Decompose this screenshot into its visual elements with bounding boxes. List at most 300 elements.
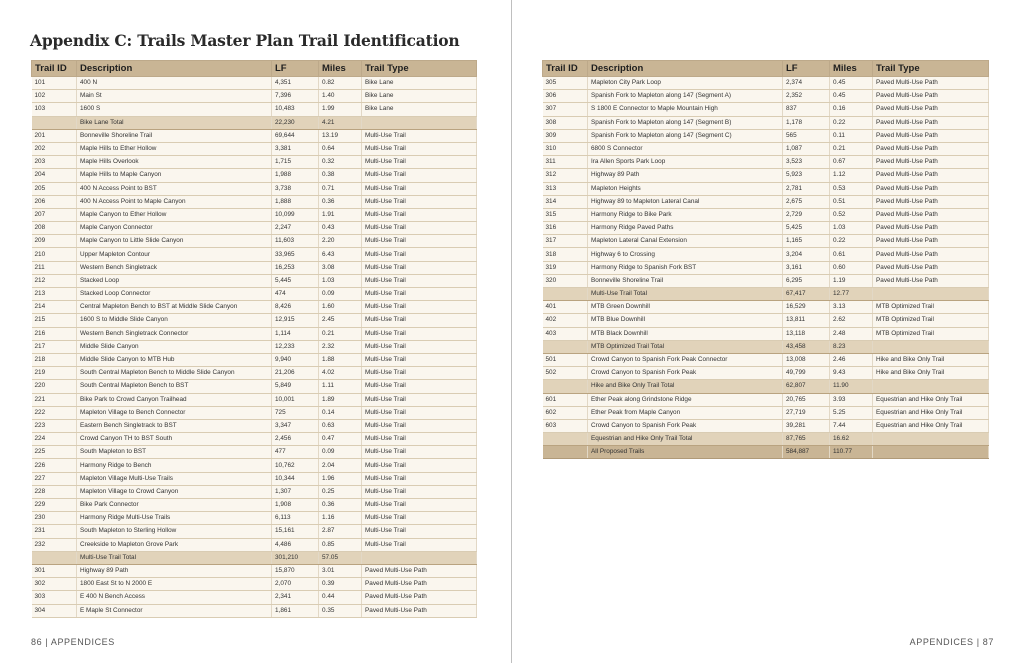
trail-type-cell: Multi-Use Trail <box>362 406 477 419</box>
trail-id-cell: 231 <box>32 525 77 538</box>
trail-type-cell: Multi-Use Trail <box>362 340 477 353</box>
table-row <box>32 340 477 353</box>
lf-cell: 43,458 <box>783 340 830 353</box>
header-lf: LF <box>783 61 830 77</box>
trail-type-cell <box>873 433 989 446</box>
trail-type-cell: MTB Optimized Trail <box>873 301 989 314</box>
miles-cell: 0.47 <box>319 433 362 446</box>
miles-cell: 1.96 <box>319 472 362 485</box>
table-row <box>32 591 477 604</box>
lf-cell: 8,426 <box>272 301 319 314</box>
trail-id-cell: 306 <box>543 90 588 103</box>
miles-cell: 1.12 <box>830 169 873 182</box>
trail-id-cell: 218 <box>32 353 77 366</box>
trail-type-cell: Multi-Use Trail <box>362 485 477 498</box>
lf-cell: 1,861 <box>272 604 319 617</box>
trail-id-cell: 221 <box>32 393 77 406</box>
trail-type-cell: Multi-Use Trail <box>362 142 477 155</box>
miles-cell: 6.43 <box>319 248 362 261</box>
description-cell: Eastern Bench Singletrack to BST <box>77 419 272 432</box>
trail-id-cell <box>543 446 588 459</box>
miles-cell: 1.60 <box>319 301 362 314</box>
trail-id-cell: 201 <box>32 129 77 142</box>
description-cell: Crowd Canyon to Spanish Fork Peak <box>588 367 783 380</box>
trail-id-cell: 311 <box>543 156 588 169</box>
description-cell: Equestrian and Hike Only Trail Total <box>588 433 783 446</box>
trail-type-cell: Paved Multi-Use Path <box>362 591 477 604</box>
table-row <box>543 103 989 116</box>
miles-cell: 1.03 <box>830 222 873 235</box>
description-cell: Bike Park to Crowd Canyon Trailhead <box>77 393 272 406</box>
trail-type-cell: Multi-Use Trail <box>362 169 477 182</box>
lf-cell: 16,529 <box>783 301 830 314</box>
trail-type-cell: Paved Multi-Use Path <box>873 261 989 274</box>
trail-id-cell: 227 <box>32 472 77 485</box>
table-row <box>32 472 477 485</box>
lf-cell: 584,887 <box>783 446 830 459</box>
description-cell: Hike and Bike Only Trail Total <box>588 380 783 393</box>
description-cell: Harmony Ridge to Spanish Fork BST <box>588 261 783 274</box>
table-header-row <box>32 61 477 77</box>
lf-cell: 13,008 <box>783 353 830 366</box>
table-row <box>32 261 477 274</box>
trail-type-cell: Multi-Use Trail <box>362 459 477 472</box>
lf-cell: 4,351 <box>272 77 319 90</box>
miles-cell: 0.25 <box>319 485 362 498</box>
lf-cell: 6,113 <box>272 512 319 525</box>
description-cell: Ether Peak along Grindstone Ridge <box>588 393 783 406</box>
description-cell: Spanish Fork to Mapleton along 147 (Segment B) <box>588 116 783 129</box>
trail-type-cell: Paved Multi-Use Path <box>873 142 989 155</box>
trail-id-cell: 208 <box>32 222 77 235</box>
miles-cell: 9.43 <box>830 367 873 380</box>
trail-id-cell: 223 <box>32 419 77 432</box>
table-row <box>32 77 477 90</box>
lf-cell: 12,915 <box>272 314 319 327</box>
trail-id-cell: 316 <box>543 222 588 235</box>
trail-id-cell: 402 <box>543 314 588 327</box>
lf-cell: 62,807 <box>783 380 830 393</box>
miles-cell: 7.44 <box>830 419 873 432</box>
table-row <box>32 235 477 248</box>
lf-cell: 1,087 <box>783 142 830 155</box>
trail-id-cell: 501 <box>543 353 588 366</box>
trail-type-cell: MTB Optimized Trail <box>873 314 989 327</box>
miles-cell: 0.09 <box>319 288 362 301</box>
miles-cell: 0.63 <box>319 419 362 432</box>
description-cell: Mapleton Village to Bench Connector <box>77 406 272 419</box>
lf-cell: 15,161 <box>272 525 319 538</box>
description-cell: 400 N <box>77 77 272 90</box>
description-cell: Harmony Ridge Paved Paths <box>588 222 783 235</box>
miles-cell: 12.77 <box>830 288 873 301</box>
lf-cell: 1,988 <box>272 169 319 182</box>
miles-cell: 1.99 <box>319 103 362 116</box>
description-cell: Middle Slide Canyon to MTB Hub <box>77 353 272 366</box>
table-row <box>32 512 477 525</box>
description-cell: Maple Hills Overlook <box>77 156 272 169</box>
trail-type-cell: Paved Multi-Use Path <box>873 156 989 169</box>
table-row <box>543 116 989 129</box>
description-cell: Maple Hills to Maple Canyon <box>77 169 272 182</box>
trail-id-cell: 102 <box>32 90 77 103</box>
trail-id-cell: 309 <box>543 129 588 142</box>
trail-type-cell <box>362 116 477 129</box>
table-row <box>543 248 989 261</box>
trail-type-cell: Multi-Use Trail <box>362 367 477 380</box>
description-cell: MTB Green Downhill <box>588 301 783 314</box>
miles-cell: 3.93 <box>830 393 873 406</box>
lf-cell: 11,603 <box>272 235 319 248</box>
trail-id-cell: 225 <box>32 446 77 459</box>
trail-type-cell: Paved Multi-Use Path <box>873 103 989 116</box>
description-cell: Highway 89 Path <box>588 169 783 182</box>
lf-cell: 3,381 <box>272 142 319 155</box>
miles-cell: 1.89 <box>319 393 362 406</box>
miles-cell: 0.09 <box>319 446 362 459</box>
miles-cell: 1.19 <box>830 274 873 287</box>
lf-cell: 477 <box>272 446 319 459</box>
miles-cell: 110.77 <box>830 446 873 459</box>
lf-cell: 1,307 <box>272 485 319 498</box>
miles-cell: 0.32 <box>319 156 362 169</box>
miles-cell: 3.13 <box>830 301 873 314</box>
table-row <box>543 314 989 327</box>
description-cell: Spanish Fork to Mapleton along 147 (Segment C) <box>588 129 783 142</box>
header-trail-type: Trail Type <box>873 61 989 77</box>
trail-id-cell: 305 <box>543 77 588 90</box>
trail-id-cell: 317 <box>543 235 588 248</box>
table-row <box>543 406 989 419</box>
miles-cell: 0.67 <box>830 156 873 169</box>
trail-type-cell: Multi-Use Trail <box>362 129 477 142</box>
lf-cell: 565 <box>783 129 830 142</box>
miles-cell: 0.71 <box>319 182 362 195</box>
miles-cell: 0.51 <box>830 195 873 208</box>
trail-type-cell <box>873 380 989 393</box>
table-row <box>32 433 477 446</box>
description-cell: Bonneville Shoreline Trail <box>588 274 783 287</box>
trail-type-cell: Multi-Use Trail <box>362 314 477 327</box>
description-cell: MTB Optimized Trail Total <box>588 340 783 353</box>
trail-id-cell: 602 <box>543 406 588 419</box>
trail-type-cell: Bike Lane <box>362 90 477 103</box>
description-cell: Maple Canyon Connector <box>77 222 272 235</box>
trail-id-cell: 226 <box>32 459 77 472</box>
trail-id-cell: 318 <box>543 248 588 261</box>
trail-type-cell <box>873 288 989 301</box>
trail-type-cell: Paved Multi-Use Path <box>873 274 989 287</box>
description-cell: Spanish Fork to Mapleton along 147 (Segment A) <box>588 90 783 103</box>
trail-type-cell: Multi-Use Trail <box>362 222 477 235</box>
lf-cell: 12,233 <box>272 340 319 353</box>
miles-cell: 0.52 <box>830 208 873 221</box>
trail-type-cell: Multi-Use Trail <box>362 433 477 446</box>
description-cell: Crowd Canyon to Spanish Fork Peak <box>588 419 783 432</box>
trail-type-cell: MTB Optimized Trail <box>873 327 989 340</box>
lf-cell: 3,161 <box>783 261 830 274</box>
trail-id-cell: 315 <box>543 208 588 221</box>
trail-id-cell: 213 <box>32 288 77 301</box>
description-cell: MTB Black Downhill <box>588 327 783 340</box>
trail-id-cell <box>543 288 588 301</box>
miles-cell: 5.25 <box>830 406 873 419</box>
lf-cell: 22,230 <box>272 116 319 129</box>
miles-cell: 0.22 <box>830 116 873 129</box>
description-cell: South Central Mapleton Bench to Middle Slide Canyon <box>77 367 272 380</box>
description-cell: Maple Canyon to Ether Hollow <box>77 208 272 221</box>
trail-type-cell: Paved Multi-Use Path <box>873 208 989 221</box>
description-cell: Ira Allen Sports Park Loop <box>588 156 783 169</box>
trail-type-cell: Multi-Use Trail <box>362 512 477 525</box>
miles-cell: 0.39 <box>319 578 362 591</box>
miles-cell: 57.05 <box>319 551 362 564</box>
trail-id-cell: 214 <box>32 301 77 314</box>
miles-cell: 0.36 <box>319 195 362 208</box>
description-cell: Western Bench Singletrack Connector <box>77 327 272 340</box>
table-row <box>543 182 989 195</box>
miles-cell: 2.04 <box>319 459 362 472</box>
miles-cell: 2.45 <box>319 314 362 327</box>
lf-cell: 69,644 <box>272 129 319 142</box>
header-lf: LF <box>272 61 319 77</box>
miles-cell: 0.14 <box>319 406 362 419</box>
trail-id-cell: 219 <box>32 367 77 380</box>
lf-cell: 39,281 <box>783 419 830 432</box>
lf-cell: 4,486 <box>272 538 319 551</box>
header-trail-id: Trail ID <box>32 61 77 77</box>
trail-id-cell <box>32 116 77 129</box>
description-cell: Stacked Loop <box>77 274 272 287</box>
description-cell: 400 N Access Point to Maple Canyon <box>77 195 272 208</box>
subtotal-row <box>543 380 989 393</box>
trail-type-cell: Multi-Use Trail <box>362 499 477 512</box>
table-row <box>32 274 477 287</box>
table-row <box>32 248 477 261</box>
trail-id-cell: 301 <box>32 564 77 577</box>
lf-cell: 16,253 <box>272 261 319 274</box>
miles-cell: 2.87 <box>319 525 362 538</box>
trail-id-cell: 403 <box>543 327 588 340</box>
table-row <box>32 182 477 195</box>
trail-table-right <box>542 60 989 459</box>
description-cell: Harmony Ridge Multi-Use Trails <box>77 512 272 525</box>
table-row <box>32 406 477 419</box>
description-cell: Creekside to Mapleton Grove Park <box>77 538 272 551</box>
trail-id-cell: 217 <box>32 340 77 353</box>
description-cell: Middle Slide Canyon <box>77 340 272 353</box>
trail-type-cell: Multi-Use Trail <box>362 261 477 274</box>
trail-id-cell: 204 <box>32 169 77 182</box>
miles-cell: 1.88 <box>319 353 362 366</box>
table-row <box>32 604 477 617</box>
table-row <box>543 142 989 155</box>
trail-type-cell: Multi-Use Trail <box>362 182 477 195</box>
table-row <box>32 393 477 406</box>
trail-id-cell: 319 <box>543 261 588 274</box>
table-row <box>32 499 477 512</box>
miles-cell: 2.20 <box>319 235 362 248</box>
lf-cell: 1,178 <box>783 116 830 129</box>
trail-type-cell: Multi-Use Trail <box>362 419 477 432</box>
lf-cell: 837 <box>783 103 830 116</box>
trail-id-cell: 603 <box>543 419 588 432</box>
description-cell: S 1800 E Connector to Maple Mountain High <box>588 103 783 116</box>
header-trail-type: Trail Type <box>362 61 477 77</box>
trail-type-cell: Multi-Use Trail <box>362 235 477 248</box>
trail-id-cell: 310 <box>543 142 588 155</box>
lf-cell: 49,799 <box>783 367 830 380</box>
trail-type-cell: Paved Multi-Use Path <box>873 195 989 208</box>
trail-type-cell: Multi-Use Trail <box>362 195 477 208</box>
lf-cell: 2,781 <box>783 182 830 195</box>
trail-id-cell: 210 <box>32 248 77 261</box>
lf-cell: 67,417 <box>783 288 830 301</box>
trail-type-cell: Paved Multi-Use Path <box>873 182 989 195</box>
lf-cell: 20,765 <box>783 393 830 406</box>
table-row <box>32 142 477 155</box>
lf-cell: 10,344 <box>272 472 319 485</box>
trail-type-cell: Multi-Use Trail <box>362 525 477 538</box>
description-cell: South Mapleton to BST <box>77 446 272 459</box>
trail-type-cell: Hike and Bike Only Trail <box>873 353 989 366</box>
lf-cell: 21,206 <box>272 367 319 380</box>
miles-cell: 1.91 <box>319 208 362 221</box>
table-row <box>543 353 989 366</box>
trail-id-cell: 101 <box>32 77 77 90</box>
lf-cell: 1,908 <box>272 499 319 512</box>
header-description: Description <box>77 61 272 77</box>
lf-cell: 5,445 <box>272 274 319 287</box>
trail-type-cell: Equestrian and Hike Only Trail <box>873 393 989 406</box>
description-cell: Multi-Use Trail Total <box>588 288 783 301</box>
trail-type-cell: Paved Multi-Use Path <box>873 116 989 129</box>
table-row <box>32 459 477 472</box>
miles-cell: 0.38 <box>319 169 362 182</box>
lf-cell: 27,719 <box>783 406 830 419</box>
miles-cell: 0.22 <box>830 235 873 248</box>
lf-cell: 15,870 <box>272 564 319 577</box>
miles-cell: 3.01 <box>319 564 362 577</box>
description-cell: Highway 89 to Mapleton Lateral Canal <box>588 195 783 208</box>
table-row <box>32 525 477 538</box>
trail-type-cell: Multi-Use Trail <box>362 274 477 287</box>
trail-id-cell: 209 <box>32 235 77 248</box>
trail-id-cell: 230 <box>32 512 77 525</box>
trail-id-cell: 320 <box>543 274 588 287</box>
trail-id-cell: 224 <box>32 433 77 446</box>
lf-cell: 301,210 <box>272 551 319 564</box>
trail-type-cell: Multi-Use Trail <box>362 248 477 261</box>
table-row <box>543 208 989 221</box>
table-row <box>32 367 477 380</box>
description-cell: Ether Peak from Maple Canyon <box>588 406 783 419</box>
table-row <box>543 367 989 380</box>
trail-type-cell: Multi-Use Trail <box>362 393 477 406</box>
miles-cell: 0.35 <box>319 604 362 617</box>
description-cell: Harmony Ridge to Bike Park <box>588 208 783 221</box>
description-cell: Mapleton City Park Loop <box>588 77 783 90</box>
lf-cell: 1,165 <box>783 235 830 248</box>
description-cell: E 400 N Bench Access <box>77 591 272 604</box>
lf-cell: 9,940 <box>272 353 319 366</box>
table-row <box>32 208 477 221</box>
lf-cell: 3,347 <box>272 419 319 432</box>
trail-id-cell: 314 <box>543 195 588 208</box>
table-row <box>32 288 477 301</box>
lf-cell: 3,738 <box>272 182 319 195</box>
table-row <box>32 564 477 577</box>
lf-cell: 2,456 <box>272 433 319 446</box>
miles-cell: 13.19 <box>319 129 362 142</box>
subtotal-row <box>32 551 477 564</box>
lf-cell: 1,888 <box>272 195 319 208</box>
trail-type-cell <box>873 446 989 459</box>
trail-id-cell: 229 <box>32 499 77 512</box>
lf-cell: 6,295 <box>783 274 830 287</box>
trail-type-cell: Paved Multi-Use Path <box>362 564 477 577</box>
trail-type-cell: Paved Multi-Use Path <box>873 248 989 261</box>
miles-cell: 4.21 <box>319 116 362 129</box>
miles-cell: 0.21 <box>830 142 873 155</box>
trail-type-cell: Paved Multi-Use Path <box>873 235 989 248</box>
miles-cell: 0.61 <box>830 248 873 261</box>
page-title: Appendix C: Trails Master Plan Trail Identification <box>30 31 460 50</box>
table-row <box>543 301 989 314</box>
miles-cell: 0.16 <box>830 103 873 116</box>
lf-cell: 7,396 <box>272 90 319 103</box>
trail-type-cell: Multi-Use Trail <box>362 288 477 301</box>
trail-type-cell: Multi-Use Trail <box>362 301 477 314</box>
trail-type-cell: Paved Multi-Use Path <box>362 604 477 617</box>
lf-cell: 5,923 <box>783 169 830 182</box>
table-row <box>543 169 989 182</box>
table-row <box>543 235 989 248</box>
table-row <box>543 393 989 406</box>
lf-cell: 2,352 <box>783 90 830 103</box>
miles-cell: 2.62 <box>830 314 873 327</box>
description-cell: Mapleton Village Multi-Use Trails <box>77 472 272 485</box>
trail-id-cell: 313 <box>543 182 588 195</box>
lf-cell: 1,715 <box>272 156 319 169</box>
table-row <box>32 419 477 432</box>
trail-id-cell: 220 <box>32 380 77 393</box>
description-cell: 1600 S to Middle Slide Canyon <box>77 314 272 327</box>
table-row <box>543 419 989 432</box>
table-row <box>32 578 477 591</box>
description-cell: Crowd Canyon TH to BST South <box>77 433 272 446</box>
trail-type-cell: Multi-Use Trail <box>362 446 477 459</box>
header-miles: Miles <box>830 61 873 77</box>
table-row <box>32 485 477 498</box>
miles-cell: 1.16 <box>319 512 362 525</box>
table-row <box>32 195 477 208</box>
table-row <box>543 222 989 235</box>
footer-page-number-left: 86 | APPENDICES <box>31 637 115 647</box>
miles-cell: 0.85 <box>319 538 362 551</box>
description-cell: Mapleton Lateral Canal Extension <box>588 235 783 248</box>
subtotal-row <box>543 340 989 353</box>
subtotal-row <box>32 116 477 129</box>
table-row <box>32 156 477 169</box>
trail-id-cell: 203 <box>32 156 77 169</box>
table-row <box>32 538 477 551</box>
trail-id-cell: 216 <box>32 327 77 340</box>
description-cell: E Maple St Connector <box>77 604 272 617</box>
trail-id-cell: 215 <box>32 314 77 327</box>
miles-cell: 0.44 <box>319 591 362 604</box>
lf-cell: 33,965 <box>272 248 319 261</box>
